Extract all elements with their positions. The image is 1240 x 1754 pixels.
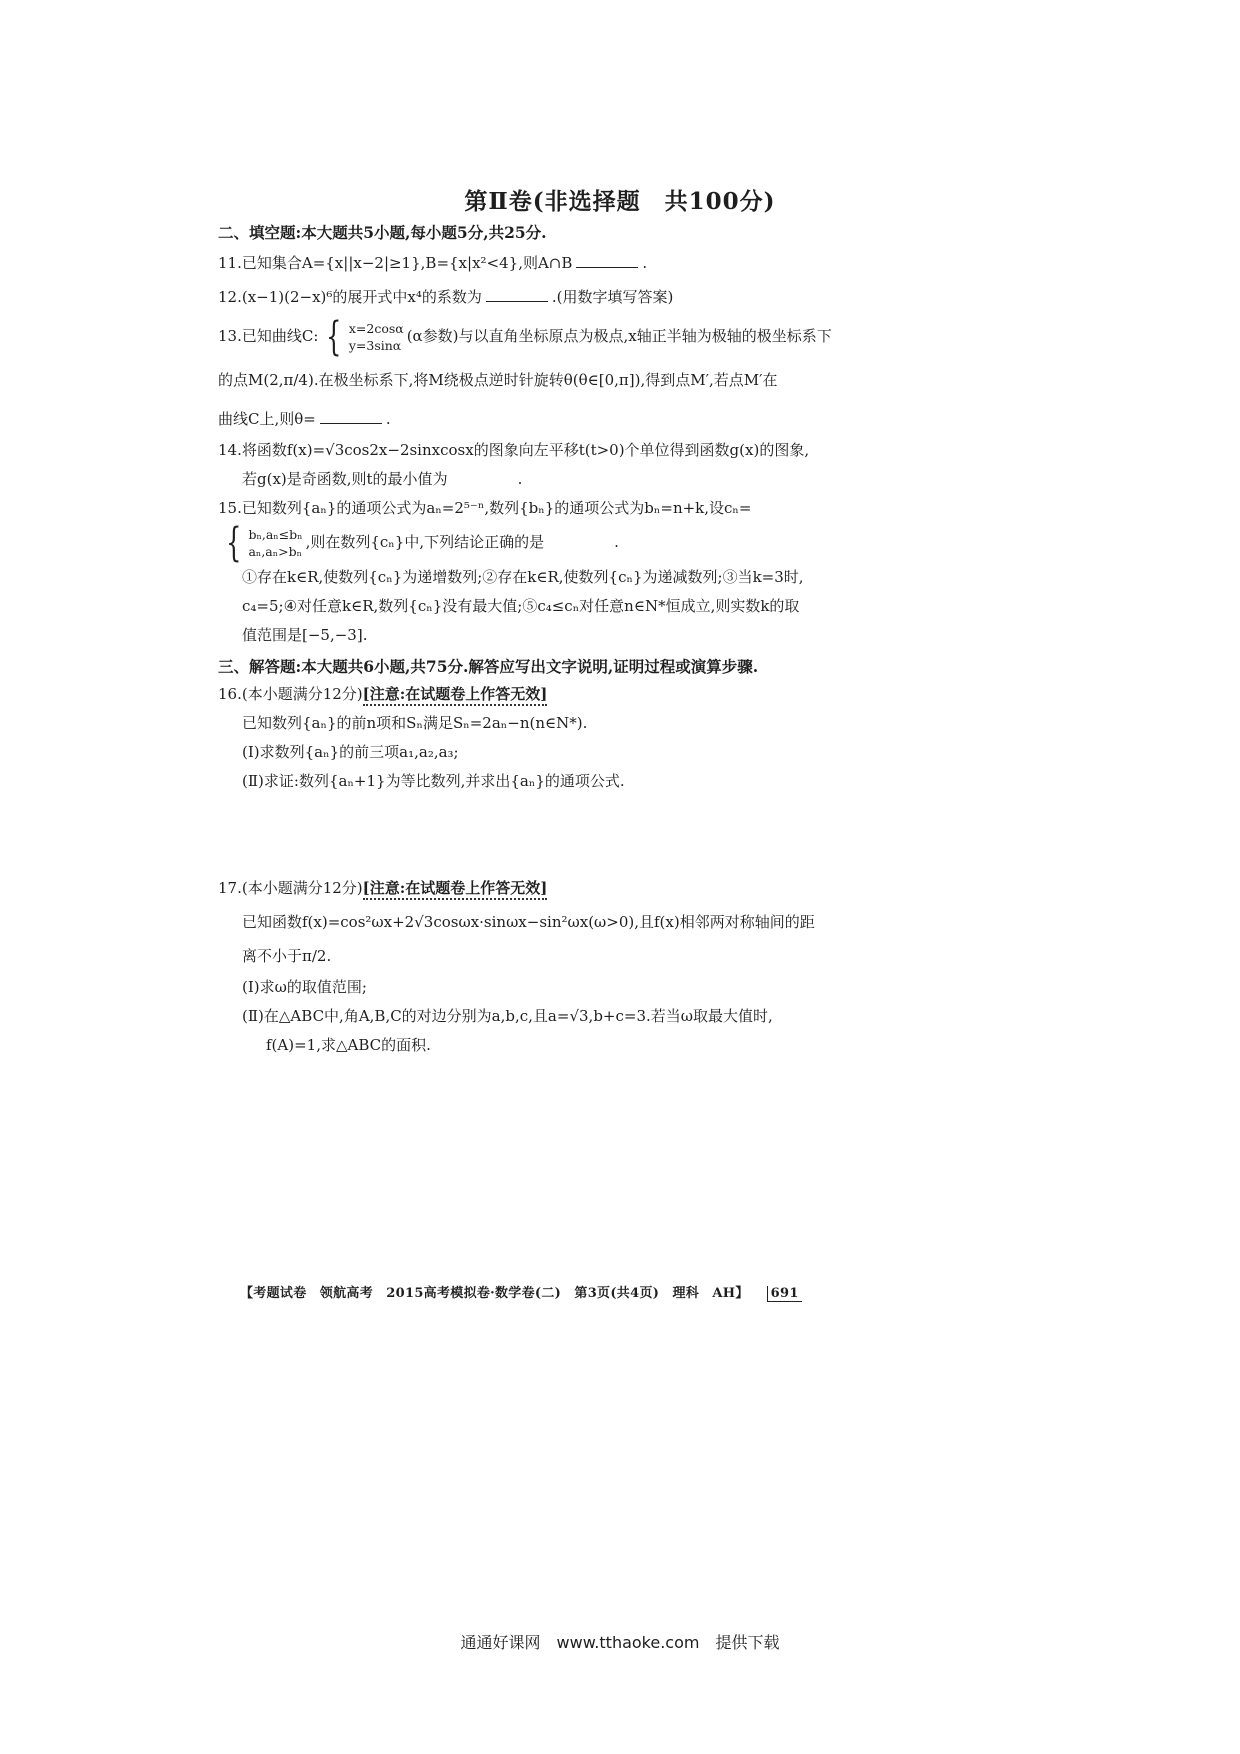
- question-12: [218, 280, 958, 314]
- answer-space: [218, 796, 958, 871]
- section2-heading: 二、填空题:本大题共5小题,每小题5分,共25分.: [218, 223, 547, 242]
- q16-part1: (Ⅰ)求数列{aₙ}的前三项a₁,a₂,a₃;: [242, 743, 459, 761]
- q15-line1: 15.已知数列{aₙ}的通项公式为aₙ=2⁵⁻ⁿ,数列{bₙ}的通项公式为bₙ=n+k,设cₙ=: [218, 499, 752, 517]
- q13-system-line2: y=3sinα: [348, 338, 402, 353]
- q12-text: 12.(x−1)(2−x)⁶的展开式中x⁴的系数为: [218, 288, 482, 306]
- footer-text: 【考题试卷 领航高考 2015高考模拟卷·数学卷(二) 第3页(共4页) 理科 AH】: [240, 1286, 749, 1301]
- q16-part2: (Ⅱ)求证:数列{aₙ+1}为等比数列,并求出{aₙ}的通项公式.: [242, 772, 625, 790]
- q11-answer-blank: [576, 251, 638, 268]
- q15-system-line2: aₙ,aₙ>bₙ: [248, 544, 303, 559]
- q13-prefix: 13.已知曲线C:: [218, 327, 319, 345]
- section3-heading: 三、解答题:本大题共6小题,共75分.解答应写出文字说明,证明过程或演算步骤.: [218, 657, 759, 676]
- q14-line1: 14.将函数f(x)=√3cos2x−2sinxcosx的图象向左平移t(t>0)个单位得到函数g(x)的图象,: [218, 441, 810, 459]
- q13-line3: 曲线C上,则θ=: [218, 410, 316, 428]
- q15-system-line1: bₙ,aₙ≤bₙ: [248, 527, 303, 542]
- question-16-header: [218, 680, 958, 709]
- brace-symbol: {: [326, 314, 342, 360]
- q13-answer-blank: [320, 407, 382, 424]
- q17-part1: (Ⅰ)求ω的取值范围;: [242, 978, 367, 996]
- paper-part-title: 第Ⅱ卷(非选择题 共100分): [464, 188, 776, 215]
- q13-line3-wrap: 曲线C上,则θ= .: [218, 402, 958, 436]
- q17-note: [注意:在试题卷上作答无效]: [363, 879, 548, 900]
- q17-part2: (Ⅱ)在△ABC中,角A,B,C的对边分别为a,b,c,且a=√3,b+c=3.若当ω取最大值时,: [242, 1007, 773, 1025]
- q16-line1: 已知数列{aₙ}的前n项和Sₙ满足Sₙ=2aₙ−n(n∈N*).: [242, 714, 588, 732]
- q13-line2: 的点M(2,π/4).在极坐标系下,将M绕极点逆时针旋转θ(θ∈[0,π]),得到点M′,若点M′在: [218, 371, 778, 389]
- q12-tail: .(用数字填写答案): [551, 288, 674, 306]
- q16-note: [注意:在试题卷上作答无效]: [363, 685, 548, 706]
- q13-param-system: [321, 314, 404, 360]
- q13-after: (α参数)与以直角坐标原点为极点,x轴正半轴为极轴的极坐标系下: [406, 327, 832, 345]
- q16-head: 16.(本小题满分12分): [218, 685, 363, 703]
- q14-line2: 若g(x)是奇函数,则t的最小值为: [242, 470, 448, 488]
- q13-system-line1: x=2cosα: [348, 321, 404, 336]
- page-footer: [240, 1282, 1000, 1301]
- brace-symbol: {: [226, 520, 242, 566]
- q15-piecewise: [221, 520, 303, 566]
- q12-answer-blank: [486, 285, 548, 302]
- question-17-header: [218, 871, 958, 905]
- q15-opt1: ①存在k∈R,使数列{cₙ}为递增数列;②存在k∈R,使数列{cₙ}为递减数列;③当k=3时,: [242, 568, 804, 586]
- page-code: 691: [767, 1286, 802, 1302]
- exam-content: [218, 220, 958, 1060]
- question-13: [218, 314, 958, 358]
- q15-after: ,则在数列{cₙ}中,下列结论正确的是: [305, 533, 545, 551]
- q17-line2: 离不小于π/2.: [242, 947, 332, 965]
- q14-line2-wrap: 若g(x)是奇函数,则t的最小值为 .: [242, 470, 523, 488]
- q15-opt3: 值范围是[−5,−3].: [242, 626, 368, 644]
- download-credit: 通通好课网 www.tthaoke.com 提供下载: [460, 1633, 780, 1652]
- question-11: 11.已知集合A={x||x−2|≥1},B={x|x²<4},则A∩B .: [218, 246, 958, 280]
- q11-text: 11.已知集合A={x||x−2|≥1},B={x|x²<4},则A∩B: [218, 254, 573, 272]
- q17-line1: 已知函数f(x)=cos²ωx+2√3cosωx·sinωx−sin²ωx(ω>0),且f(x)相邻两对称轴间的距: [242, 913, 815, 931]
- q15-line2: { bₙ,aₙ≤bₙ aₙ,aₙ>bₙ ,则在数列{cₙ}中,下列结论正确的是 .: [218, 523, 958, 563]
- q17-part3: f(A)=1,求△ABC的面积.: [266, 1036, 431, 1054]
- q15-opt2: c₄=5;④对任意k∈R,数列{cₙ}没有最大值;⑤c₄≤cₙ对任意n∈N*恒成立,则实数k的取: [242, 597, 800, 615]
- q17-head: 17.(本小题满分12分): [218, 879, 363, 897]
